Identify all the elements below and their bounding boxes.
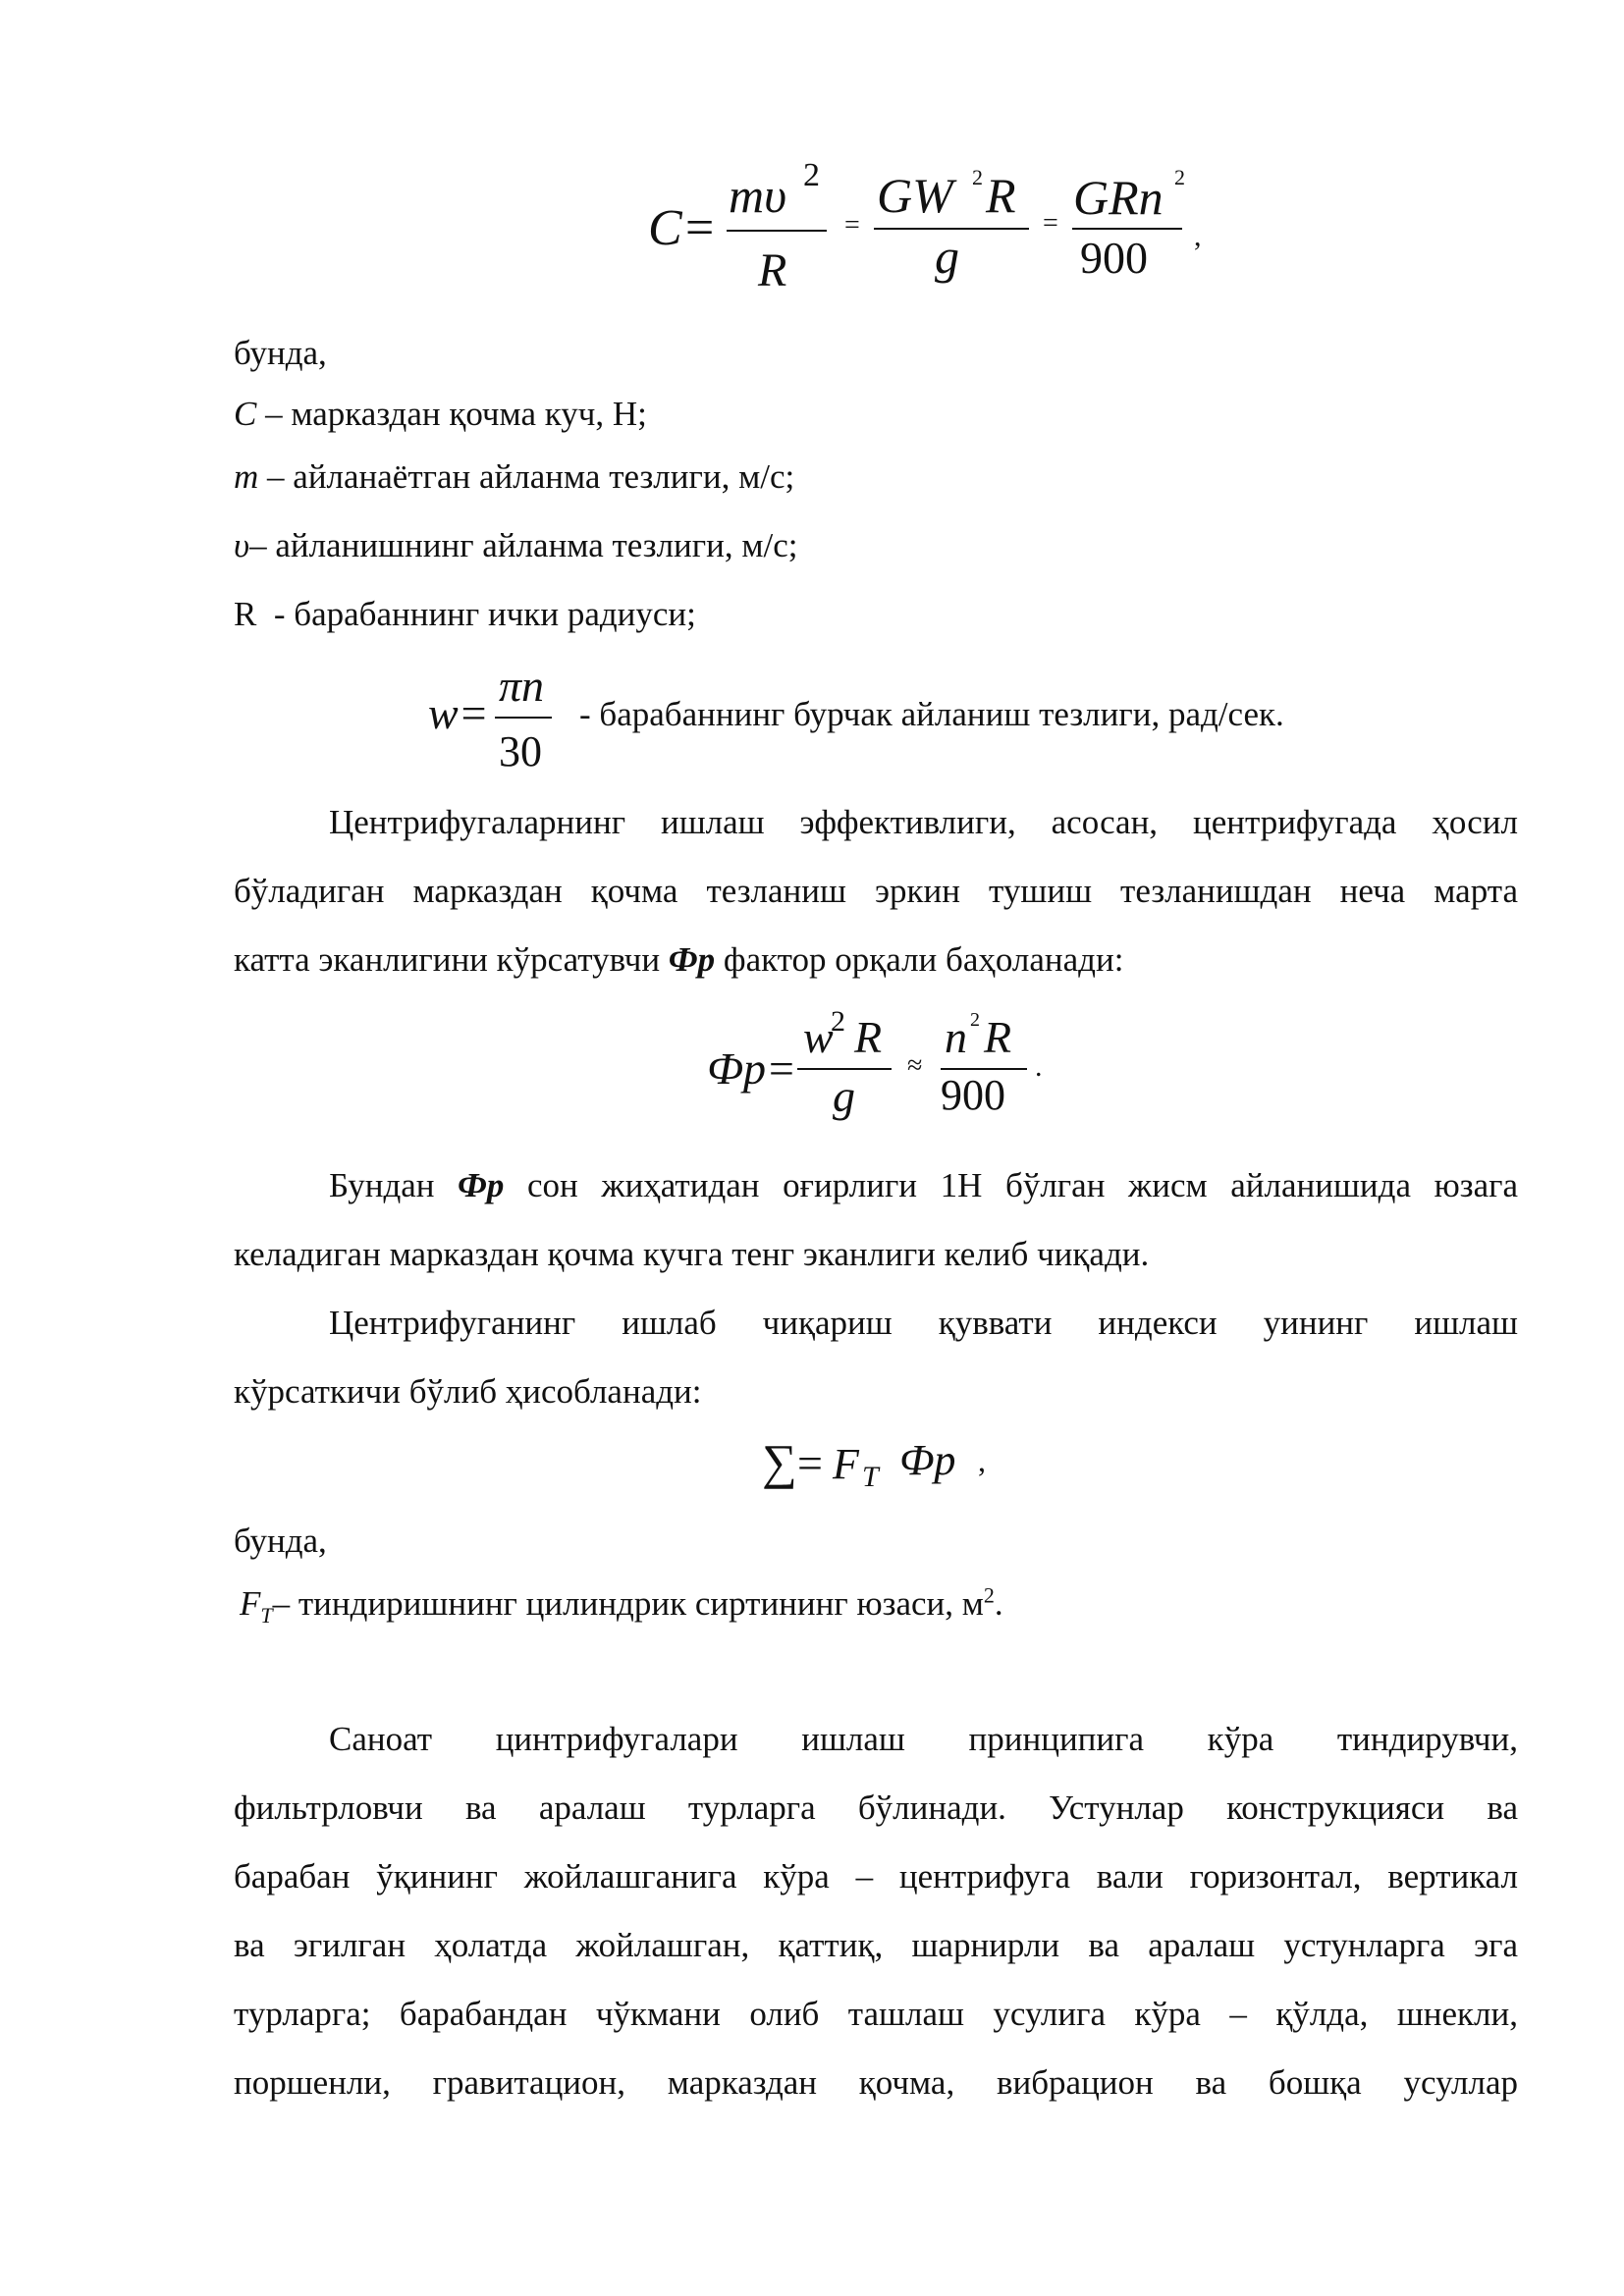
definition-r: R - барабаннинг ички радиуси;	[234, 595, 696, 633]
formula1-trailing-comma: ,	[1194, 220, 1202, 252]
formula-w-description: - барабаннинг бурчак айланиш тезлиги, рад/сек.	[579, 695, 1284, 733]
formula1-frac3-exponent: 2	[1174, 165, 1185, 189]
where-intro-2: бунда,	[234, 1522, 327, 1560]
paragraph-4-line-5: турларга; барабандан чўкмани олиб ташлаш усулига кўра – қўлда, шнекли,	[234, 1995, 1518, 2033]
formula1-frac1-exponent: 2	[803, 157, 820, 193]
formula-sum-fr: Фр	[899, 1436, 956, 1484]
formula-fr-frac2-exponent: 2	[970, 1009, 980, 1031]
paragraph-3-line-2: кўрсаткичи бўлиб ҳисобланади:	[234, 1372, 702, 1411]
formula-sum-trailing-comma: ,	[978, 1443, 986, 1478]
formula1-frac1-denominator: R	[758, 244, 787, 296]
paragraph-4-line-1: Саноат цинтрифугалари ишлаш принципига кўра тиндирувчи,	[329, 1720, 1518, 1758]
formula1-frac2-denominator: g	[935, 229, 959, 284]
paragraph-4-line-6: поршенли, гравитацион, марказдан қочма, вибрацион ва бошқа усуллар	[234, 2063, 1518, 2102]
formula1-frac1-numerator: mυ	[729, 168, 787, 223]
paragraph-2-line-1: Бундан Фр сон жиҳатидан оғирлиги 1Н бўлган жисм айланишида юзага	[329, 1166, 1518, 1204]
formula-sum-sigma: ∑	[762, 1434, 797, 1489]
formula-w-bar	[495, 717, 552, 719]
formula1-frac3-denominator: 900	[1080, 233, 1148, 283]
formula1-equals-2: =	[1043, 208, 1058, 239]
formula1-lhs: C=	[648, 200, 717, 256]
formula-fr-frac1-denominator: g	[833, 1071, 855, 1121]
definition-ft: $F_T-$ тиндиришнинг цилиндрик сиртининг юзаси, $м^2$.	[240, 1582, 1003, 1628]
formula-fr-approx: ≈	[907, 1050, 923, 1081]
formula-fr-frac1-numerator-b: R	[854, 1012, 883, 1062]
paragraph-1-line-2: бўладиган марказдан қочма тезланиш эркин тушиш тезланишдан неча марта	[234, 872, 1518, 910]
paragraph-4-line-2: фильтрловчи ва аралаш турларга бўлинади. Устунлар конструкцияси ва	[234, 1789, 1518, 1827]
formula-sum-subscript: T	[862, 1461, 879, 1493]
formula-fr-frac1-exponent: 2	[831, 1005, 845, 1038]
formula-fr-lhs: Фр=	[707, 1043, 797, 1094]
formula1-frac3-bar	[1072, 228, 1182, 230]
formula-w-lhs: w=	[428, 688, 489, 738]
formula-w-denominator: 30	[499, 727, 542, 775]
definition-c: C – марказдан қочма куч, Н;	[234, 395, 647, 433]
formula-fr-trailing-period: .	[1035, 1050, 1043, 1083]
paragraph-3-line-1: Центрифуганинг ишлаб чиқариш қуввати индекси уининг ишлаш	[329, 1304, 1518, 1342]
formula-sum-equals: =	[797, 1438, 823, 1488]
paragraph-2-line-2: келадиган марказдан қочма кучга тенг эканлиги келиб чиқади.	[234, 1235, 1150, 1273]
formula1-frac1-bar	[727, 230, 827, 232]
paragraph-1-line-1: Центрифугаларнинг ишлаш эффективлиги, асосан, центрифугада ҳосил	[329, 803, 1518, 841]
formula-sum-f: F	[833, 1440, 859, 1488]
formula-w-numerator: πn	[499, 661, 545, 711]
where-intro-1: бунда,	[234, 334, 327, 372]
definition-m: m – айланаётган айланма тезлиги, м/с;	[234, 457, 795, 496]
formula1-frac3-numerator: GRn	[1073, 170, 1164, 225]
paragraph-1-line-3: катта эканлигини кўрсатувчи Фр фактор орқали баҳоланади:	[234, 940, 1124, 979]
formula-fr-frac1-numerator-a: w	[803, 1012, 834, 1062]
paragraph-4-line-3: барабан ўқининг жойлашганига кўра – центрифуга вали горизонтал, вертикал	[234, 1857, 1518, 1896]
formula1-frac2-numerator-b: R	[986, 168, 1016, 223]
formula-fr-frac2-denominator: 900	[941, 1071, 1005, 1119]
formula-fr-frac2-numerator-a: n	[945, 1012, 967, 1062]
paragraph-4-line-4: ва эгилган ҳолатда жойлашган, қаттиқ, шарнирли ва аралаш устунларга эга	[234, 1926, 1518, 1964]
definition-upsilon: υ– айланишнинг айланма тезлиги, м/с;	[234, 526, 798, 564]
formula-fr-frac2-numerator-b: R	[984, 1012, 1012, 1062]
formula1-frac2-numerator-a: GW	[877, 168, 953, 223]
formula1-equals-1: =	[844, 210, 860, 240]
formula1-frac2-exponent: 2	[972, 165, 983, 189]
